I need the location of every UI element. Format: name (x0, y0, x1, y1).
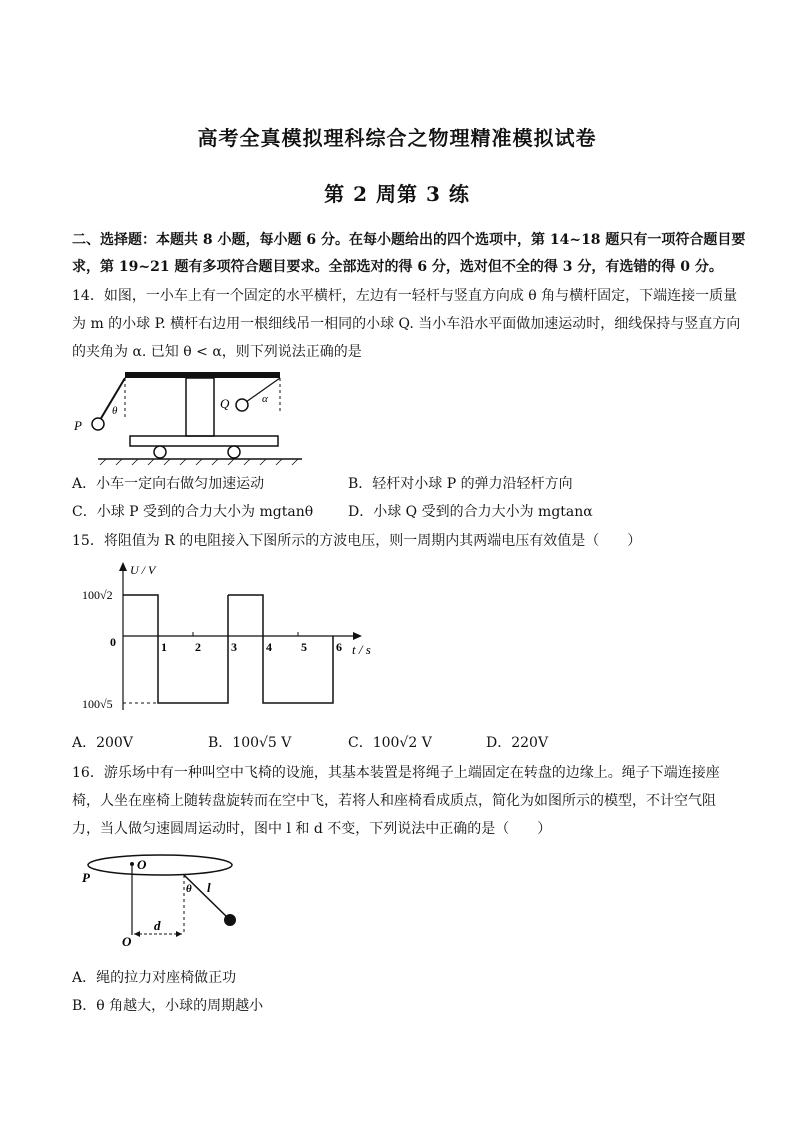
q15-option-d: D．220V (486, 735, 549, 751)
x-tick-6: 6 (336, 640, 342, 654)
x-tick-1: 1 (161, 640, 167, 654)
q16-option-b: B．θ 角越大，小球的周期越小 (72, 998, 264, 1014)
cart-body (130, 436, 278, 446)
q16-line-1: 16．游乐场中有一种叫空中飞椅的设施，其基本装置是将绳子上端固定在转盘的边缘上。绳子下端连接座 (72, 765, 720, 781)
label-l: l (207, 880, 211, 895)
q15-option-c: C．100√2 V (348, 735, 432, 751)
ball-q (236, 399, 248, 411)
q16-line-2: 椅，人坐在座椅上随转盘旋转而在空中飞，若将人和座椅看成质点，简化为如图所示的模型，不计空气阻 (72, 793, 716, 809)
x-axis-arrow (353, 632, 362, 640)
q14-line-1: 14．如图，一小车上有一个固定的水平横杆，左边有一轻杆与竖直方向成 θ 角与横杆固定，下端连接一质量 (72, 288, 738, 304)
chair-ball (224, 914, 236, 926)
x-tick-5: 5 (301, 640, 307, 654)
lower-value-label: 100√5 (82, 697, 113, 711)
q14-cart-figure (70, 368, 310, 468)
q16-option-a: A．绳的拉力对座椅做正功 (72, 970, 237, 986)
label-theta: θ (186, 883, 192, 895)
q15-square-wave-graph (70, 558, 390, 718)
center-dot (130, 862, 134, 866)
upper-value-label: 100√2 (82, 588, 113, 602)
d-arrow-left (134, 931, 140, 937)
label-o-top: O (137, 857, 147, 872)
q15-line: 15．将阻值为 R 的电阻接入下图所示的方波电压，则一周期内其两端电压有效值是（ ） (72, 533, 642, 549)
label-d: d (154, 918, 161, 933)
page-title: 高考全真模拟理科综合之物理精准模拟试卷 (197, 126, 597, 150)
q14-option-d: D．小球 Q 受到的合力大小为 mgtanα (348, 504, 593, 520)
cart-post (186, 378, 214, 436)
label-p: P (74, 418, 82, 433)
q16-flying-chair-figure (80, 850, 260, 950)
x-tick-4: 4 (266, 640, 272, 654)
q14-option-b: B．轻杆对小球 P 的弹力沿轻杆方向 (348, 476, 573, 492)
label-theta: θ (112, 405, 118, 417)
label-p: P (82, 870, 90, 885)
section-header-line-2: 求，第 19~21 题有多项符合题目要求。全部选对的得 6 分，选对但不全的得 3 分，有选错的得 0 分。 (72, 259, 723, 275)
horizontal-bar (125, 372, 280, 378)
x-axis-label: t / s (352, 642, 371, 657)
ball-p (92, 418, 104, 430)
d-arrow-right (176, 931, 182, 937)
q14-option-a: A．小车一定向右做匀加速运动 (72, 476, 265, 492)
rope (184, 875, 228, 918)
q14-line-2: 为 m 的小球 P. 横杆右边用一根细线吊一相同的小球 Q. 当小车沿水平面做加速运动时，细线保持与竖直方向 (72, 316, 741, 332)
cart-wheel-left (154, 446, 166, 458)
y-axis-label: U / V (130, 563, 156, 577)
wave-dashed-guides (123, 636, 263, 703)
q14-line-3: 的夹角为 α. 已知 θ < α，则下列说法正确的是 (72, 344, 362, 360)
y-axis-arrow (119, 562, 127, 571)
q15-option-b: B．100√5 V (208, 735, 292, 751)
x-tick-2: 2 (195, 640, 201, 654)
page-subtitle: 第 2 周第 3 练 (324, 182, 470, 206)
section-header-line-1: 二、选择题：本题共 8 小题，每小题 6 分。在每小题给出的四个选项中，第 14~18 题只有一项符合题目要 (72, 232, 746, 248)
label-q: Q (220, 396, 230, 411)
label-alpha: α (262, 393, 268, 405)
turntable (88, 855, 232, 875)
q15-option-a: A．200V (72, 735, 133, 751)
q14-option-c: C．小球 P 受到的合力大小为 mgtanθ (72, 504, 314, 520)
origin-label: 0 (110, 635, 116, 649)
x-tick-3: 3 (231, 640, 237, 654)
q16-line-3: 力，当人做匀速圆周运动时，图中 l 和 d 不变，下列说法中正确的是（ ） (72, 821, 552, 837)
cart-wheel-right (228, 446, 240, 458)
label-o-bottom: O (122, 934, 132, 949)
